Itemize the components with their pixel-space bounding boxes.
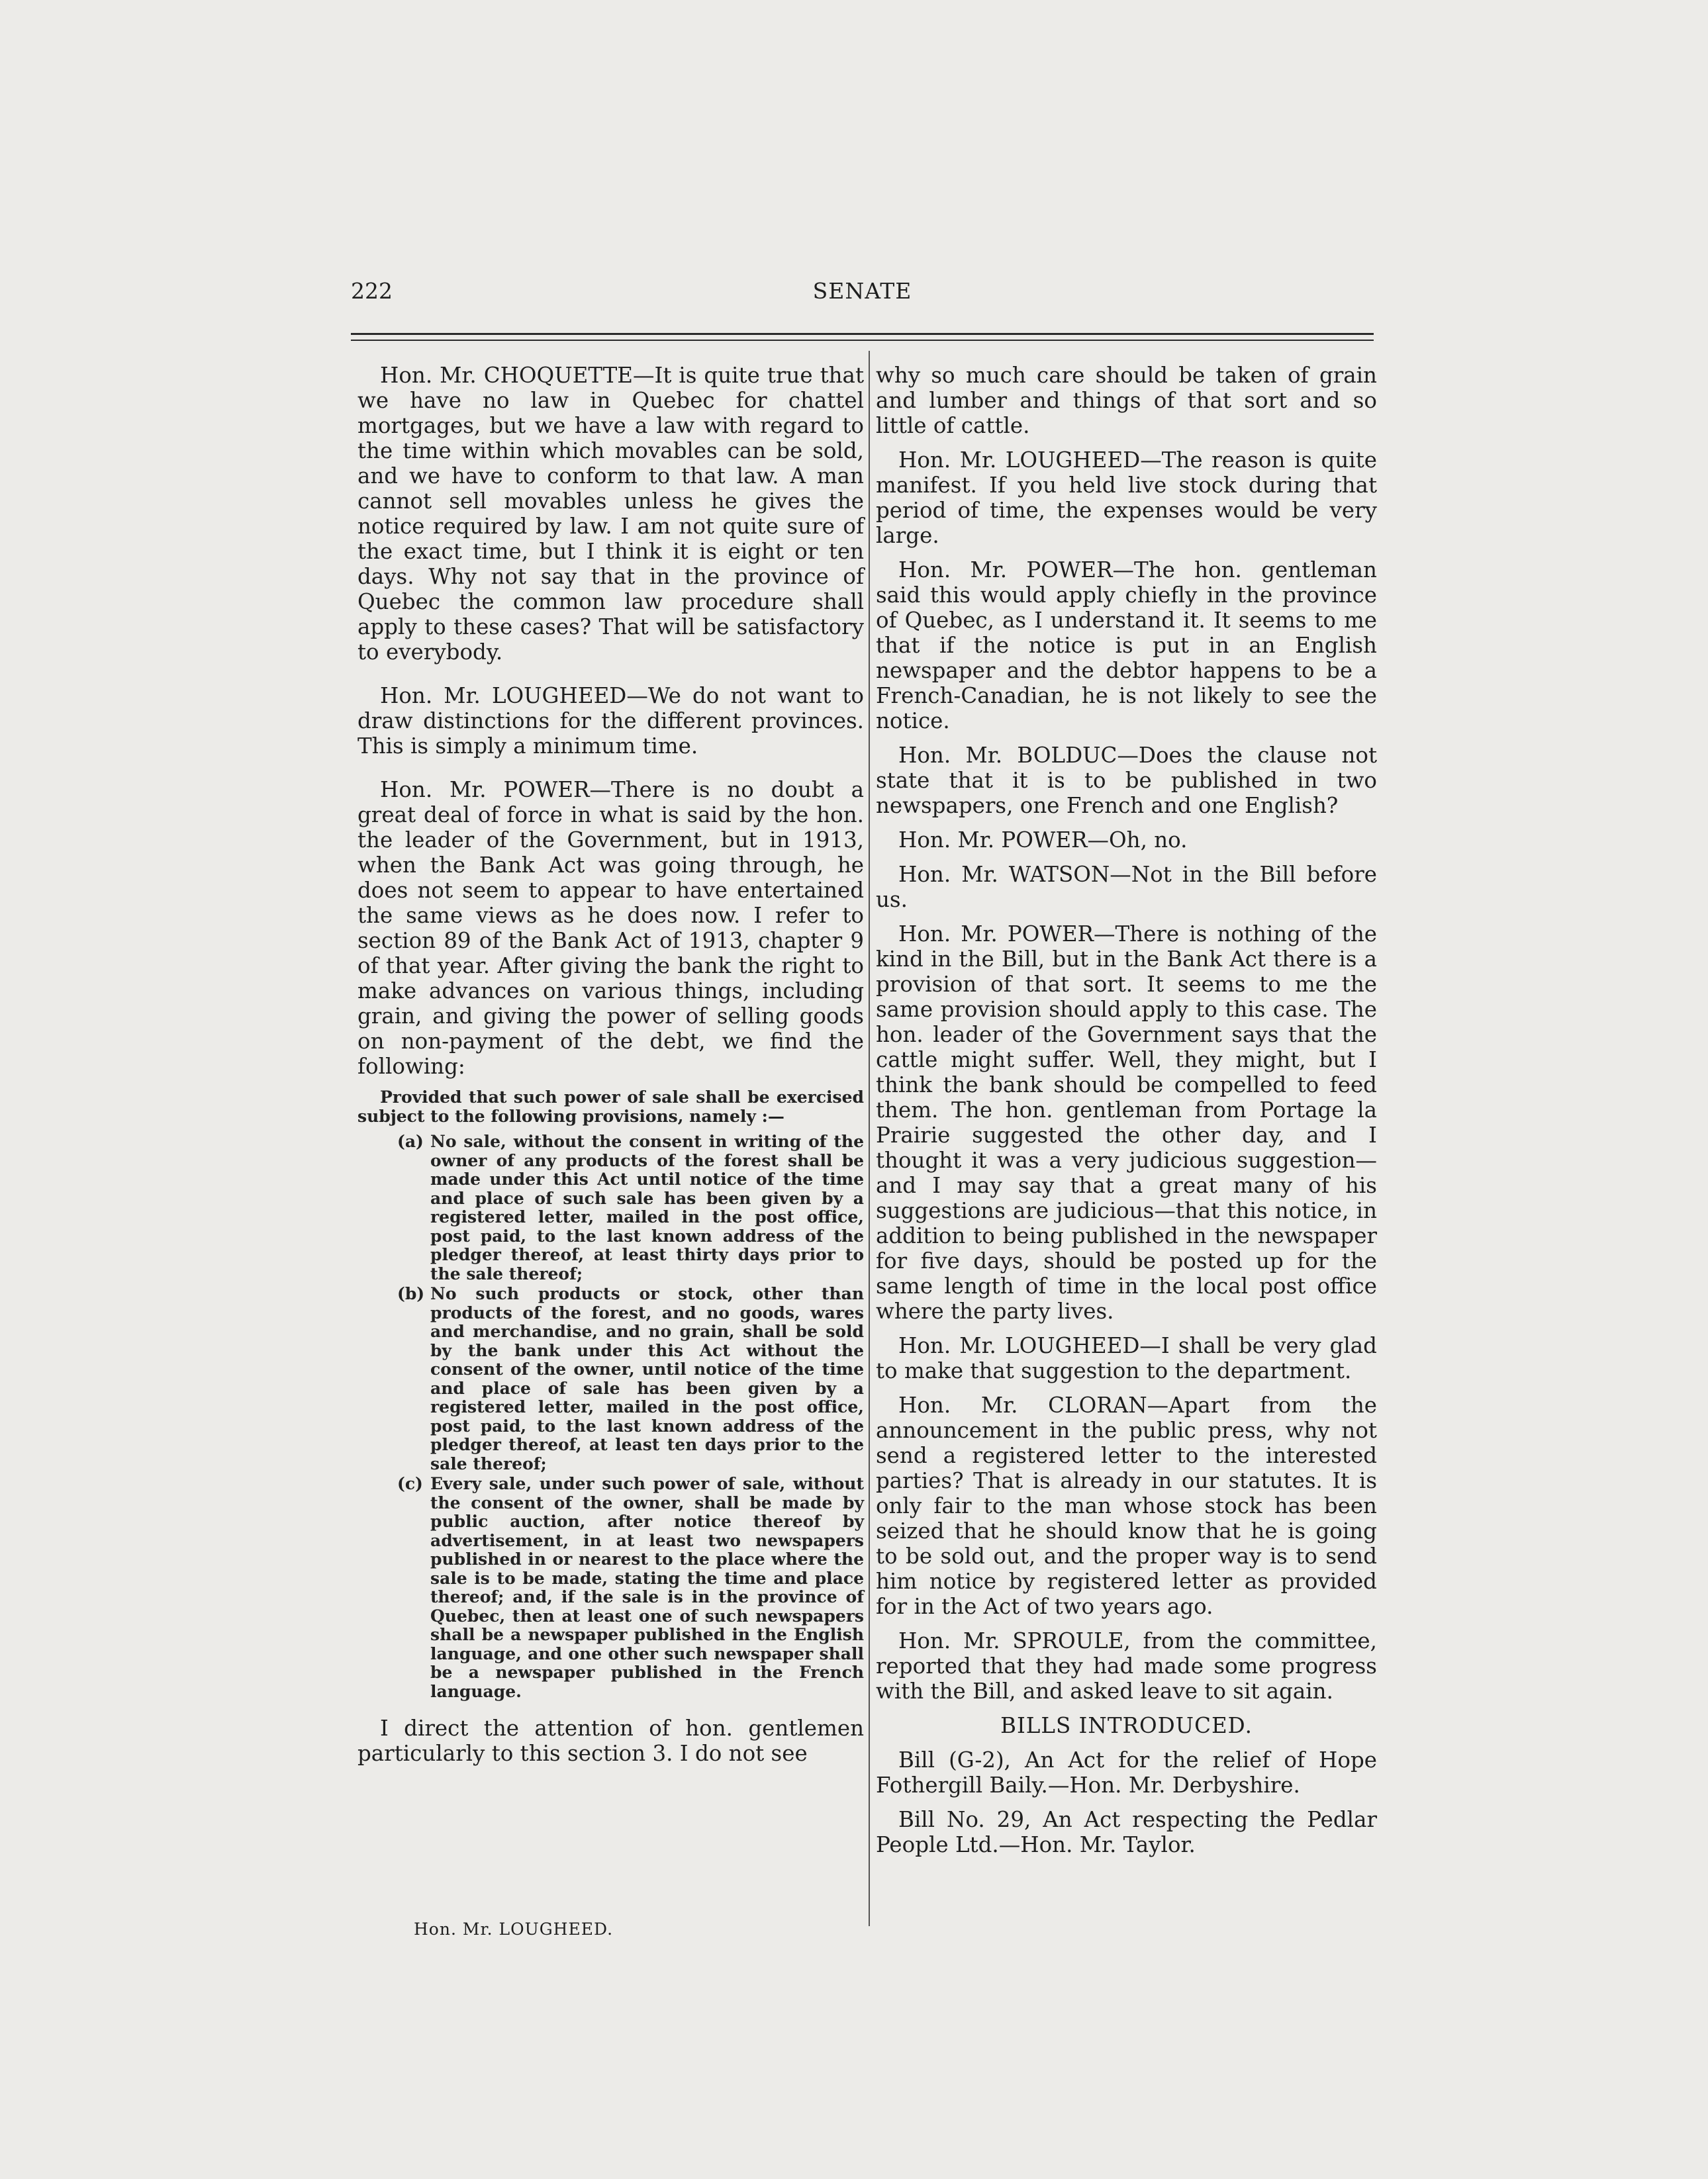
- paragraph-power-nothing: Hon. Mr. POWER—There is nothing of the kind in the Bill, but in the Bank Act there is a provision of that sort. It seems to me the same provision should apply to this case. The hon. leader of the Government says that the cattle might suffer. Well, they might, but I think the bank should be compelled to feed them. The hon. gentleman from Portage la Prairie suggested the other day, and I thought it was a very judicious suggestion—and I may say that a great many of his suggestions are judicious—that this notice, in addition to being published in the newspaper for five days, should be posted up for the same length of time in the local post office where the party lives.: [876, 921, 1377, 1324]
- item-text: Every sale, under such power of sale, without the consent of the owner, shall be made by public auction, after notice thereof by advertisement, in at least two newspapers published in or nearest to the place where the sale is to be made, stating the time and place thereof; and, if the sale is in the province of Quebec, then at least one of such newspapers shall be a newspaper published in the English language, and one other such newspaper shall be a newspaper published in the French language.: [430, 1474, 864, 1701]
- quote-lead: Provided that such power of sale shall be exercised subject to the following provisions, namely :—: [357, 1088, 864, 1126]
- paragraph-continuation: why so much care should be taken of grain and lumber and things of that sort and so little of cattle.: [876, 363, 1377, 438]
- quote-item-b: [357, 1285, 864, 1473]
- footer-speaker-name: Hon. Mr. LOUGHEED.: [414, 1920, 614, 1939]
- paragraph-choquette: Hon. Mr. CHOQUETTE—It is quite true that we have no law in Quebec for chattel mortgages, but we have a law with regard to the time within which movables can be sold, and we have to conform to that law. A man cannot sell movables unless he gives the notice required by law. I am not quite sure of the exact time, but I think it is eight or ten days. Why not say that in the province of Quebec the common law procedure shall apply to these cases? That will be satisfactory to everybody.: [357, 363, 864, 665]
- paragraph-bill-g2: Bill (G-2), An Act for the relief of Hope Fothergill Baily.—Hon. Mr. Derbyshire.: [876, 1747, 1377, 1798]
- paragraph-power-quebec: Hon. Mr. POWER—The hon. gentleman said this would apply chiefly in the province of Quebec, as I understand it. It seems to me that if the notice is put in an English newspaper and the debtor happens to be a French-Canadian, he is not likely to see the notice.: [876, 557, 1377, 733]
- paragraph-power: Hon. Mr. POWER—There is no doubt a great deal of force in what is said by the hon. the leader of the Government, but in 1913, when the Bank Act was going through, he does not seem to appear to have entertained the same views as he does now. I refer to section 89 of the Bank Act of 1913, chapter 9 of that year. After giving the bank the right to make advances on various things, including grain, and giving the power of selling goods on non-payment of the debt, we find the following:: [357, 777, 864, 1079]
- item-tag: (a): [397, 1132, 424, 1151]
- right-column: [876, 363, 1377, 1867]
- paragraph-power-oh-no: Hon. Mr. POWER—Oh, no.: [898, 827, 1188, 853]
- paragraph-sproule: Hon. Mr. SPROULE, from the committee, reported that they had made some progress with the Bill, and asked leave to sit again.: [876, 1628, 1377, 1704]
- paragraph-bill-29: Bill No. 29, An Act respecting the Pedlar People Ltd.—Hon. Mr. Taylor.: [876, 1807, 1377, 1857]
- paragraph-watson: Hon. Mr. WATSON—Not in the Bill before us.: [876, 862, 1377, 912]
- paragraph-direct-attention: I direct the attention of hon. gentlemen particularly to this section 3. I do not see: [357, 1716, 864, 1766]
- item-text: No sale, without the consent in writing of the owner of any products of the forest shall be made under this Act until notice of the time and place of such sale has been given by a registered letter, mailed in the post office, post paid, to the last known address of the pledger thereof, at least thirty days prior to the sale thereof;: [430, 1132, 864, 1283]
- quoted-provision: [357, 1088, 864, 1701]
- item-text: No such products or stock, other than products of the forest, and no goods, wares and merchandise, and no grain, shall be sold by the bank under this Act without the consent of the owner, until notice of the time and place of sale has been given by a registered letter, mailed in the post office, post paid, to the last known address of the pledger thereof, at least ten days prior to the sale thereof;: [430, 1284, 864, 1473]
- header-rule-thin: [351, 340, 1374, 341]
- section-title-bills: BILLS INTRODUCED.: [1000, 1713, 1253, 1738]
- page-title: SENATE: [812, 278, 912, 304]
- quote-item-c: [357, 1475, 864, 1701]
- left-column: [357, 363, 864, 1775]
- paragraph-lougheed: Hon. Mr. LOUGHEED—We do not want to draw distinctions for the different provinces. This is simply a minimum time.: [357, 683, 864, 759]
- paragraph-bolduc: Hon. Mr. BOLDUC—Does the clause not state that it is to be published in two newspapers, one French and one English?: [876, 743, 1377, 818]
- paragraph-cloran: Hon. Mr. CLORAN—Apart from the announcement in the public press, why not send a registered letter to the interested parties? That is already in our statutes. It is only fair to the man whose stock has been seized that he should know that he is going to be sold out, and the proper way is to send him notice by registered letter as provided for in the Act of two years ago.: [876, 1393, 1377, 1619]
- page-number: 222: [351, 278, 393, 304]
- quote-item-a: [357, 1133, 864, 1283]
- item-tag: (c): [397, 1474, 423, 1493]
- paragraph-lougheed-reason: Hon. Mr. LOUGHEED—The reason is quite manifest. If you held live stock during that period of time, the expenses would be very large.: [876, 447, 1377, 548]
- paragraph-lougheed-glad: Hon. Mr. LOUGHEED—I shall be very glad to make that suggestion to the department.: [876, 1333, 1377, 1383]
- item-tag: (b): [397, 1284, 425, 1303]
- column-divider: [869, 351, 870, 1926]
- header-rule-thick: [351, 333, 1374, 335]
- page-header: [351, 278, 1374, 318]
